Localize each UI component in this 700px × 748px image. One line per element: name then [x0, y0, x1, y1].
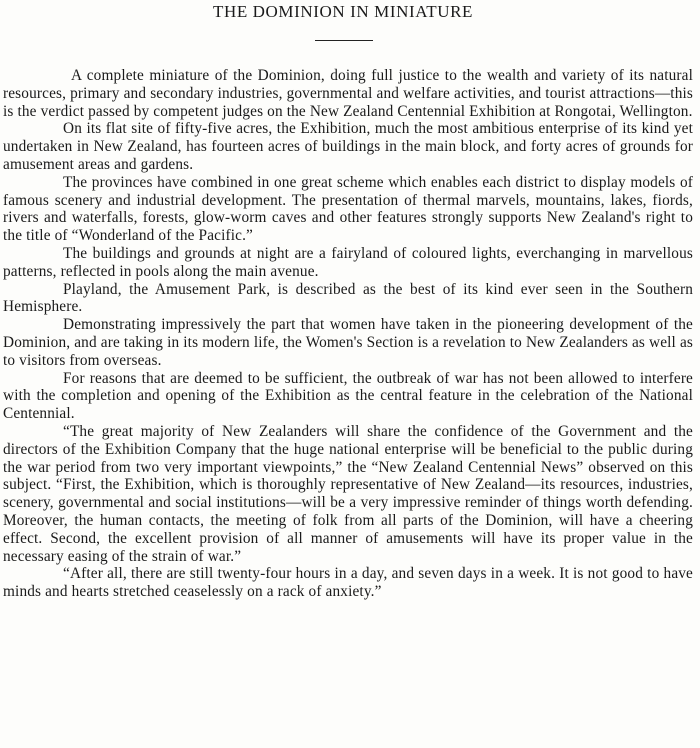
page-title: THE DOMINION IN MINIATURE: [212, 2, 474, 21]
paragraph: Playland, the Amusement Park, is described as the best of its kind ever seen in the Southern Hemisphere.: [3, 280, 693, 316]
paragraph: A complete miniature of the Dominion, doing full justice to the wealth and variety of its natural resources, primary and secondary industries, governmental and welfare activities, and tourist attractions—this is the verdict passed by competent judges on the New Zealand Centennial Exhibition at Rongotai, Wellington.: [3, 67, 693, 120]
paragraph: On its flat site of fifty-five acres, the Exhibition, much the most ambitious enterprise of its kind yet undertaken in New Zealand, has fourteen acres of buildings in the main block, and forty acres of grounds for amusement areas and gardens.: [3, 120, 693, 173]
article-body: [3, 67, 693, 601]
paragraph: For reasons that are deemed to be sufficient, the outbreak of war has not been allowed to interfere with the completion and opening of the Exhibition as the central feature in the celebration of the National Centennial.: [3, 369, 693, 423]
paragraph: “After all, there are still twenty-four hours in a day, and seven days in a week. It is not good to have minds and hearts stretched ceaselessly on a rack of anxiety.”: [3, 565, 693, 601]
paragraph: “The great majority of New Zealanders will share the confidence of the Government and the directors of the Exhibition Company that the huge national enterprise will be beneficial to the public during the war period from two very important viewpoints,” the “New Zealand Centennial News” observed on this subject. “First, the Exhibition, which is thoroughly representative of New Zealand—its resources, industries, scenery, governmental and social institutions—will be a very impressive reminder of things worth defending. Moreover, the human contacts, the meeting of folk from all parts of the Dominion, will have a cheering effect. Second, the excellent provision of all manner of amusements will have its proper value in the necessary easing of the strain of war.”: [3, 422, 693, 565]
paragraph: The buildings and grounds at night are a fairyland of coloured lights, everchanging in marvellous patterns, reflected in pools along the main avenue.: [3, 244, 693, 280]
paragraph: The provinces have combined in one great scheme which enables each district to display models of famous scenery and industrial development. The presentation of thermal marvels, mountains, lakes, fiords, rivers and waterfalls, forests, glow-worm caves and other features strongly supports New Zealand's right to the title of “Wonderland of the Pacific.”: [3, 173, 693, 245]
title-divider: [315, 40, 373, 41]
paragraph: Demonstrating impressively the part that women have taken in the pioneering development of the Dominion, and are taking in its modern life, the Women's Section is a revelation to New Zealanders as well as to visitors from overseas.: [3, 316, 693, 369]
